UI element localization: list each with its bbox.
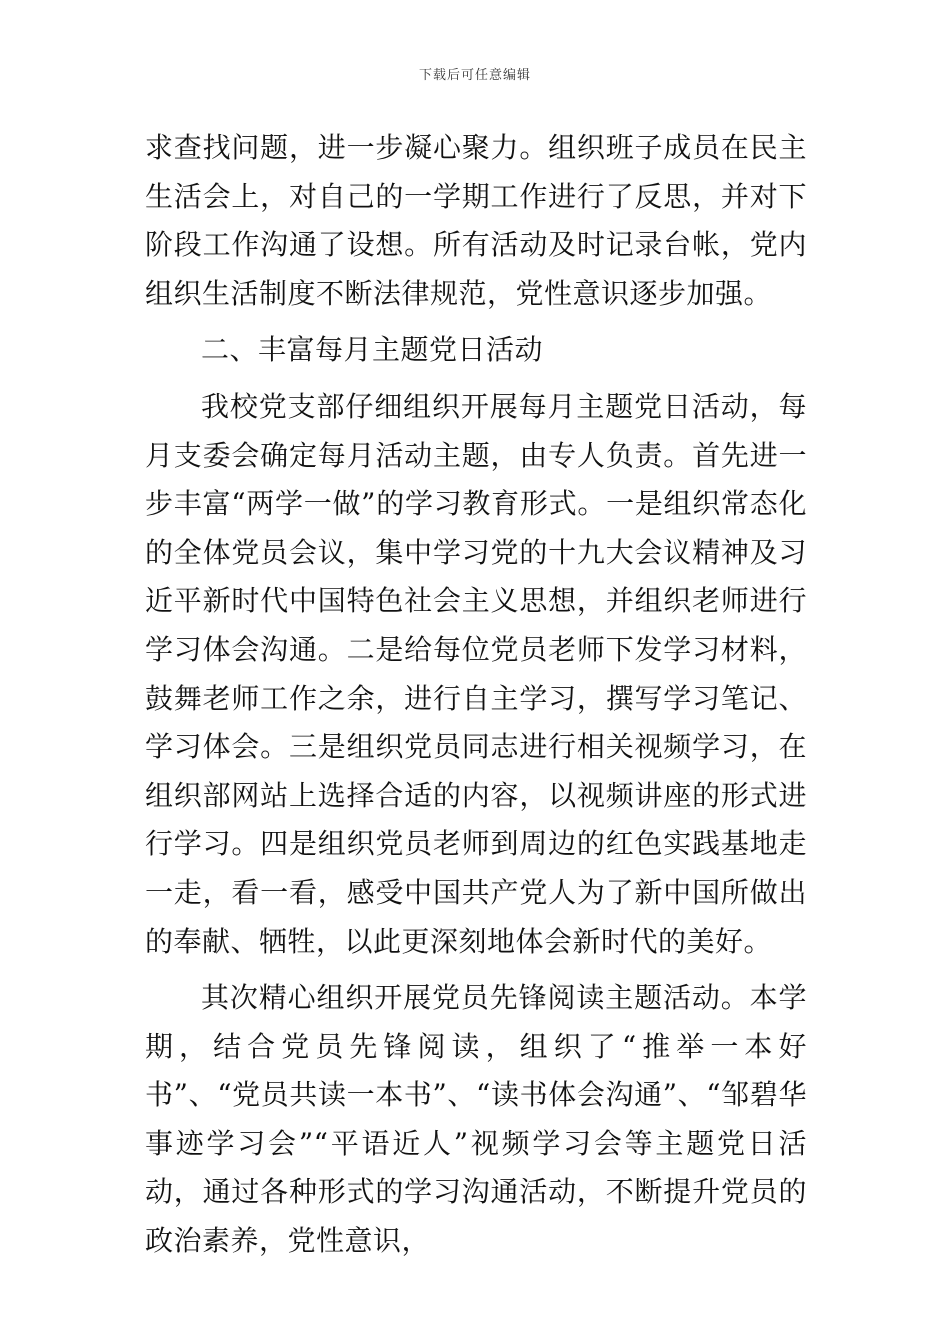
paragraph-reading-activities: 其次精心组织开展党员先锋阅读主题活动。本学期，结合党员先锋阅读，组织了“推举一本好书”、“党员共读一本书”、“读书体会沟通”、“邹碧华事迹学习会”“平语近人”视频学习会等主题党日活动，通过各种形式的学习沟通活动，不断提升党员的政治素养，党性意识， — [145, 981, 807, 1258]
section-heading: 二、丰富每月主题党日活动 — [201, 333, 544, 367]
page-header: 下载后可任意编辑 — [418, 68, 531, 83]
document-body — [145, 124, 807, 1266]
paragraph-monthly-activities: 我校党支部仔细组织开展每月主题党日活动，每月支委会确定每月活动主题，由专人负责。首先进一步丰富“两学一做”的学习教育形式。一是组织常态化的全体党员会议，集中学习党的十九大会议精神及习近平新时代中国特色社会主义思想，并组织老师进行学习体会沟通。二是给每位党员老师下发学习材料，鼓舞老师工作之余，进行自主学习，撰写学习笔记、学习体会。三是组织党员同志进行相关视频学习，在组织部网站上选择合适的内容，以视频讲座的形式进行学习。四是组织党员老师到周边的红色实践基地走一走，看一看，感受中国共产党人为了新中国所做出的奉献、牺牲，以此更深刻地体会新时代的美好。 — [145, 389, 807, 958]
paragraph-continuation: 求查找问题，进一步凝心聚力。组织班子成员在民主生活会上，对自己的一学期工作进行了反思，并对下阶段工作沟通了设想。所有活动及时记录台帐，党内组织生活制度不断法律规范，党性意识逐步加强。 — [145, 131, 807, 310]
